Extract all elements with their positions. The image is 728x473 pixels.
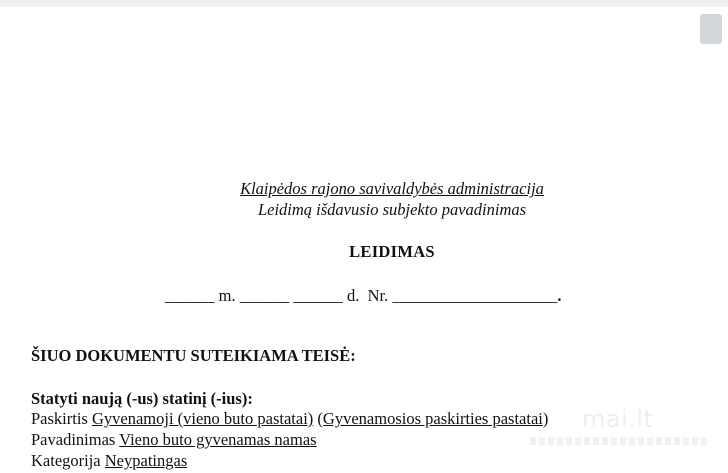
document-title: LEIDIMAS [349,242,435,261]
name-label: Pavadinimas [31,430,116,449]
rights-heading: ŠIUO DOKUMENTU SUTEIKIAMA TEISĖ: [31,346,356,365]
purpose-value: Gyvenamoji (vieno buto pastatai) [91,409,314,428]
category-label: Kategorija [31,451,101,470]
date-number-blanks: ______ m. ______ ______ d. Nr. ____________________ [165,286,558,305]
date-number-line [165,286,561,306]
purpose-extra: Gyvenamosios paskirties pastatai [322,409,543,428]
issuer-name: Klaipėdos rajono savivaldybės administracija [240,179,544,198]
build-subheading: Statyti naują (-us) statinį (-ius): [31,389,253,408]
name-value: Vieno buto gyvenamas namas [119,430,317,449]
category-value: Neypatingas [104,451,188,470]
category-row [31,451,187,471]
purpose-row: Paskirtis Gyvenamoji (vieno buto pastatai) (Gyvenamosios paskirties pastatai) [31,409,549,428]
top-toolbar-strip [0,0,728,7]
watermark-dots [530,437,710,445]
purpose-label: Paskirtis [31,409,88,428]
issuer-caption: Leidimą išdavusio subjekto pavadinimas [257,200,527,219]
watermark-logo: mai.lt [582,405,654,433]
scrollbar-thumb[interactable] [700,14,722,44]
date-line-period: . [557,286,562,305]
name-row [31,430,317,450]
